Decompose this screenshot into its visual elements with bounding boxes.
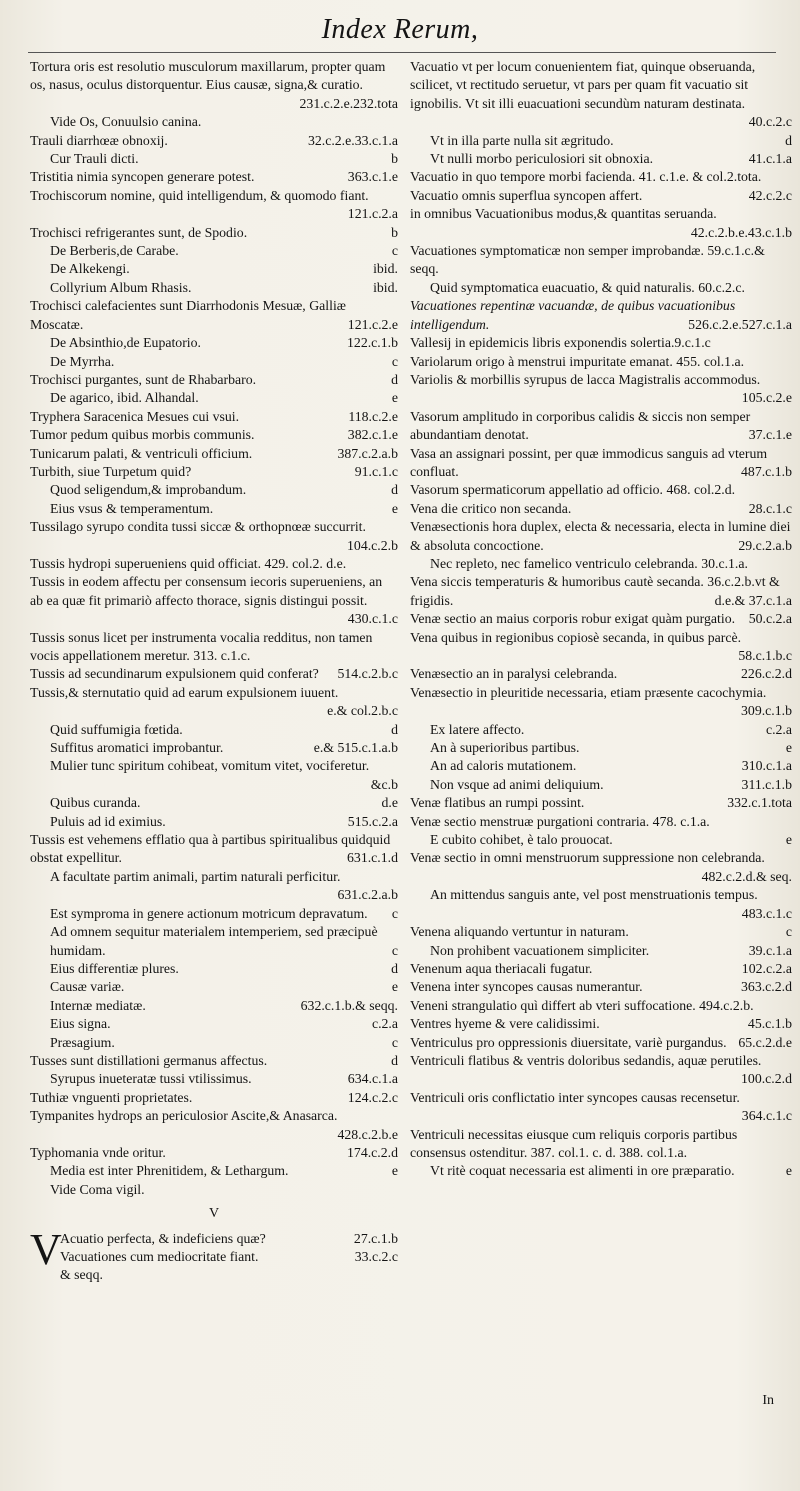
page-reference: 174.c.2.d xyxy=(347,1144,398,1160)
index-entry xyxy=(30,150,398,168)
left-column xyxy=(30,58,398,1285)
entry-text: Venæsectio in pleuritide necessaria, etiam præsente cacochymia. xyxy=(410,684,767,700)
entry-text: Venæsectionis hora duplex, electa & necessaria, electa in lumine diei & absoluta concoctione. xyxy=(410,519,791,553)
entry-text: Tussis hydropi superueniens quid officiat. 429. col.2. d.e. xyxy=(30,555,347,571)
index-entry xyxy=(30,113,398,131)
entry-text: Vacuationes symptomaticæ non semper improbandæ. 59.c.1.c.& seqq. xyxy=(410,243,765,277)
index-entry xyxy=(410,629,792,666)
page-reference: 428.c.2.b.e xyxy=(337,1126,398,1142)
entry-text: Tussis sonus licet per instrumenta vocalia redditus, non tamen vocis appellationem meretur. 313. c.1.c. xyxy=(30,629,373,663)
index-entry xyxy=(410,776,792,794)
index-entry xyxy=(410,684,792,721)
index-entry xyxy=(30,371,398,389)
index-entry xyxy=(410,334,792,352)
entry-text: Puluis ad id eximius. xyxy=(50,813,166,829)
page-reference: d xyxy=(391,371,398,387)
entry-text: Trochisci refrigerantes sunt, de Spodio. xyxy=(30,224,248,240)
page-reference: 487.c.1.b xyxy=(741,463,792,479)
entry-text: Tussis est vehemens efflatio qua à partibus spiritualibus quidquid obstat expellitur. xyxy=(30,832,391,866)
page-reference: 58.c.1.b.c xyxy=(738,648,792,663)
index-entry xyxy=(30,1162,398,1180)
entry-text: Præsagium. xyxy=(50,1034,115,1050)
entry-text: Tusses sunt distillationi germanus affectus. xyxy=(30,1052,268,1068)
page-reference: 231.c.2.e.232.tota xyxy=(299,95,398,111)
entry-text: Vasorum spermaticorum appellatio ad officio. 468. col.2.d. xyxy=(410,482,736,498)
index-entry xyxy=(30,813,398,831)
entry-text: Eius vsus & temperamentum. xyxy=(50,500,214,516)
entry-text: Quid symptomatica euacuatio, & quid naturalis. 60.c.2.c. xyxy=(430,279,745,295)
page-reference: d xyxy=(391,960,398,976)
index-entry xyxy=(410,739,792,757)
page-reference: 526.c.2.e.527.c.1.a xyxy=(688,316,792,332)
entry-text: Non vsque ad animi deliquium. xyxy=(430,776,604,792)
index-entry xyxy=(410,813,792,831)
index-entry xyxy=(30,389,398,407)
entry-text: Vena quibus in regionibus copiosè secanda, in quibus parcè. xyxy=(410,629,742,645)
page-reference: e xyxy=(391,390,398,406)
entry-text: Tussis,& sternutatio quid ad earum expulsionem iuuent. xyxy=(30,684,339,700)
page-reference: 309.c.1.b xyxy=(741,703,792,719)
index-entry xyxy=(410,297,792,334)
index-entry xyxy=(410,1089,792,1126)
index-entry xyxy=(30,1144,398,1162)
page-reference: 226.c.2.d xyxy=(741,666,792,682)
page-reference: 45.c.1.b xyxy=(747,1016,792,1032)
entry-text: Cur Trauli dicti. xyxy=(50,151,139,167)
index-entry xyxy=(30,1034,398,1052)
page-reference: 118.c.2.e xyxy=(348,408,398,424)
entry-text: De Alkekengi. xyxy=(50,261,130,277)
entry-text: Nec repleto, nec famelico ventriculo celebranda. 30.c.1.a. xyxy=(430,555,748,571)
entry-text: Venæ sectio an maius corporis robur exigat quàm purgatio. xyxy=(410,611,736,627)
catchword: In xyxy=(762,1393,774,1408)
entry-text: Causæ variæ. xyxy=(50,979,125,995)
page-reference: d xyxy=(391,482,398,498)
index-entry xyxy=(30,132,398,150)
page-reference: d.e xyxy=(381,795,398,811)
index-entry xyxy=(30,960,398,978)
index-entry xyxy=(30,426,398,444)
index-entry xyxy=(30,923,398,960)
page-reference: 37.c.1.e xyxy=(748,427,792,443)
index-entry xyxy=(410,610,792,628)
index-entry xyxy=(410,353,792,371)
entry-text: Ventres hyeme & vere calidissimi. xyxy=(410,1016,600,1032)
entry-text: Tuthiæ vnguenti proprietates. xyxy=(30,1089,193,1105)
entry-text: Vacuationes cum mediocritate fiant. xyxy=(60,1249,259,1264)
index-entry xyxy=(60,1248,398,1266)
index-entry xyxy=(30,757,398,794)
index-entry xyxy=(410,960,792,978)
index-entry xyxy=(410,132,792,150)
page-reference: 32.c.2.e.33.c.1.a xyxy=(307,132,398,148)
header-rule xyxy=(28,52,776,53)
page-reference: 311.c.1.b xyxy=(741,776,792,792)
page-reference: 387.c.2.a.b xyxy=(337,445,398,461)
page-reference: 102.c.2.a xyxy=(741,960,792,976)
index-entry xyxy=(30,168,398,186)
page-reference: e xyxy=(391,979,398,995)
entry-text: Vallesij in epidemicis libris exponendis solertia.9.c.1.c xyxy=(410,335,711,351)
entry-text: Vt in illa parte nulla sit ægritudo. xyxy=(430,132,614,148)
v-section xyxy=(30,1224,398,1285)
index-entry xyxy=(30,555,398,573)
entry-text: E cubito cohibet, è talo prouocat. xyxy=(430,832,613,848)
entry-text: Acuatio perfecta, & indeficiens quæ? xyxy=(60,1230,266,1246)
index-entry xyxy=(410,555,792,573)
entry-text: Ad omnem sequitur materialem intemperiem, sed præcipuè humidam. xyxy=(50,924,378,958)
index-entry xyxy=(410,794,792,812)
index-entry xyxy=(410,923,792,941)
index-entry xyxy=(30,500,398,518)
entry-text: De Absinthio,de Eupatorio. xyxy=(50,335,201,351)
index-entry xyxy=(410,58,792,132)
page-reference: 482.c.2.d.& seq. xyxy=(701,868,792,884)
page-reference: 28.c.1.c xyxy=(748,500,792,516)
entry-text: Est symproma in genere actionum motricum depravatum. xyxy=(50,905,368,921)
index-entry xyxy=(30,1107,398,1144)
index-entry xyxy=(30,665,398,683)
page-reference: d xyxy=(391,1052,398,1068)
page-reference: 631.c.1.d xyxy=(347,850,398,866)
index-entry xyxy=(30,334,398,352)
page-reference: 65.c.2.d.e xyxy=(738,1034,792,1050)
page-reference: ibid. xyxy=(373,261,398,277)
entry-text: Syrupus inueteratæ tussi vtilissimus. xyxy=(50,1071,252,1087)
index-entry xyxy=(30,463,398,481)
index-entry xyxy=(30,739,398,757)
index-entry xyxy=(410,279,792,297)
page-reference: b xyxy=(391,224,398,240)
entry-text: Trauli diarrhœæ obnoxij. xyxy=(30,132,168,148)
page-reference: d xyxy=(391,721,398,737)
page-reference: 430.c.1.c xyxy=(347,611,398,627)
page-reference: 122.c.1.b xyxy=(347,335,398,351)
entry-text: Ventriculi oris conflictatio inter syncopes causas recensetur. xyxy=(410,1089,740,1105)
entry-text: Trochisci purgantes, sunt de Rhabarbaro. xyxy=(30,371,257,387)
entry-text: Mulier tunc spiritum cohibeat, vomitum vitet, vociferetur. xyxy=(50,758,370,774)
entry-text: De agarico, ibid. Alhandal. xyxy=(50,390,199,406)
page-reference: 121.c.2.e xyxy=(347,316,398,332)
index-entry xyxy=(410,481,792,499)
entry-text: Vasa an assignari possint, per quæ immodicus sanguis ad vterum confluat. xyxy=(410,445,768,479)
page-reference: 39.c.1.a xyxy=(748,942,792,958)
entry-text: Vide Coma vigil. xyxy=(50,1181,145,1197)
entry-text: Non prohibent vacuationem simpliciter. xyxy=(430,942,650,958)
entry-text: Venæ flatibus an rumpi possint. xyxy=(410,795,585,811)
page-reference: e xyxy=(785,832,792,848)
drop-cap: V xyxy=(30,1224,62,1274)
page-reference: 42.c.2.b.e.43.c.1.b xyxy=(690,224,792,240)
index-entry xyxy=(30,573,398,628)
entry-text: Eius signa. xyxy=(50,1016,111,1032)
entry-text: Tussis in eodem affectu per consensum iecoris superueniens, an ab ea quæ fit primariò affecto thorace, signis distingui possit. xyxy=(30,574,383,608)
page-reference: 631.c.2.a.b xyxy=(337,887,398,903)
entry-text: Tympanites hydrops an periculosior Ascite,& Anasarca. xyxy=(30,1108,338,1124)
page-reference: c.2.a xyxy=(371,1016,398,1032)
page-reference: 41.c.1.a xyxy=(748,151,792,167)
entry-text: Veneni strangulatio quì differt ab vteri suffocatione. 494.c.2.b. xyxy=(410,997,754,1013)
entry-text: in omnibus Vacuationibus modus,& quantitas seruanda. xyxy=(410,206,717,222)
index-entry xyxy=(30,224,398,242)
page-reference: 634.c.1.a xyxy=(347,1071,398,1087)
entry-text: Variolarum origo à menstrui impuritate emanat. 455. col.1.a. xyxy=(410,353,745,369)
index-entry xyxy=(410,371,792,408)
index-entry xyxy=(30,794,398,812)
index-entry xyxy=(30,629,398,666)
index-entry xyxy=(30,518,398,555)
index-entry xyxy=(30,1181,398,1199)
index-entry xyxy=(410,205,792,242)
index-entry xyxy=(30,905,398,923)
right-column xyxy=(410,58,792,1181)
index-entry xyxy=(410,573,792,610)
entry-text: Suffitus aromatici improbantur. xyxy=(50,740,224,756)
index-entry xyxy=(410,518,792,555)
entry-text: Turbith, siue Turpetum quid? xyxy=(30,463,192,479)
entry-text: Trochiscorum nomine, quid intelligendum, & quomodo fiant. xyxy=(30,187,369,203)
entry-text: Variolis & morbillis syrupus de lacca Magistralis accommodus. xyxy=(410,371,761,387)
entry-text: Venena inter syncopes causas numerantur. xyxy=(410,979,643,995)
page-reference: 632.c.1.b.& seqq. xyxy=(300,997,398,1013)
index-entry xyxy=(410,150,792,168)
page-reference: 100.c.2.d xyxy=(741,1071,792,1087)
entry-text: Venenum aqua theriacali fugatur. xyxy=(410,960,593,976)
page-reference: 382.c.1.e xyxy=(347,427,398,443)
entry-text: Vacuatio vt per locum conuenientem fiat, quinque obseruanda, scilicet, vt rectitudo seruetur, vt pars per quam fit vacuatio sit ignobilis. Vt sit illi euacuationi secundùm naturam destinata. xyxy=(410,59,756,111)
page-reference: e.& 515.c.1.a.b xyxy=(313,740,398,756)
page-reference: 363.c.1.e xyxy=(347,169,398,185)
index-entry xyxy=(30,242,398,260)
entry-text: Tryphera Saracenica Mesues cui vsui. xyxy=(30,408,240,424)
page-reference: 332.c.1.tota xyxy=(727,795,792,811)
entry-text: Ventriculus pro oppressionis diuersitate, variè purgandus. xyxy=(410,1034,727,1050)
page-reference: 363.c.2.d xyxy=(741,979,792,995)
entry-text: Vt nulli morbo periculosiori sit obnoxia. xyxy=(430,151,654,167)
index-entry xyxy=(410,187,792,205)
page-reference: 42.c.2.c xyxy=(748,187,792,203)
index-entry xyxy=(410,831,792,849)
entry-text: Venæ sectio menstruæ purgationi contraria. 478. c.1.a. xyxy=(410,813,710,829)
page-reference: 483.c.1.c xyxy=(741,905,792,921)
page-reference: d.e.& 37.c.1.a xyxy=(714,592,792,608)
page-reference: e xyxy=(391,500,398,516)
index-entry xyxy=(410,1034,792,1052)
index-entry xyxy=(30,445,398,463)
index-entry xyxy=(30,297,398,334)
page-reference: 27.c.1.b xyxy=(353,1230,398,1246)
index-entry xyxy=(410,500,792,518)
entry-text: Tristitia nimia syncopen generare potest. xyxy=(30,169,255,185)
entry-text: Tumor pedum quibus morbis communis. xyxy=(30,427,255,443)
index-entry xyxy=(410,886,792,923)
entry-text: Vacuationes repentinæ vacuandæ, de quibus vacuationibus intelligendum. xyxy=(410,298,736,332)
index-entry xyxy=(30,721,398,739)
entry-text: Internæ mediatæ. xyxy=(50,997,146,1013)
entry-text: Vt ritè coquat necessaria est alimenti in ore præparatio. xyxy=(430,1163,735,1179)
page-reference: 40.c.2.c xyxy=(748,114,792,130)
index-entry xyxy=(30,260,398,278)
entry-text: Ventriculi flatibus & ventris doloribus sedandis, aquæ perutiles. xyxy=(410,1052,762,1068)
entry-text: Ex latere affecto. xyxy=(430,721,525,737)
page-reference: 29.c.2.a.b xyxy=(738,537,792,553)
index-entry xyxy=(30,978,398,996)
page-reference: c xyxy=(785,924,792,940)
index-entry xyxy=(30,58,398,113)
entry-text: Tussilago syrupo condita tussi siccæ & orthopnœæ succurrit. xyxy=(30,519,366,535)
entry-text: De Myrrha. xyxy=(50,353,115,369)
index-entry xyxy=(30,353,398,371)
index-entry xyxy=(60,1266,398,1284)
index-entry xyxy=(410,721,792,739)
entry-text: De Berberis,de Carabe. xyxy=(50,243,179,259)
index-entry xyxy=(30,481,398,499)
entry-text: Vide Os, Conuulsio canina. xyxy=(50,114,202,130)
index-entry xyxy=(410,978,792,996)
page-reference: e xyxy=(785,1163,792,1179)
entry-text: A facultate partim animali, partim naturali perficitur. xyxy=(50,868,341,884)
entry-text: Eius differentiæ plures. xyxy=(50,960,179,976)
entry-text: Vena die critico non secanda. xyxy=(410,500,572,516)
entry-text: Vena siccis temperaturis & humoribus cautè secanda. 36.c.2.b.vt & frigidis. xyxy=(410,574,780,608)
index-entry xyxy=(30,1070,398,1088)
entry-text: Trochisci calefacientes sunt Diarrhodonis Mesuæ, Galliæ Moscatæ. xyxy=(30,298,346,332)
entry-text: Tunicarum palati, & ventriculi officium. xyxy=(30,445,253,461)
page-reference: 310.c.1.a xyxy=(741,758,792,774)
index-entry xyxy=(410,997,792,1015)
index-entry xyxy=(410,1015,792,1033)
page-reference: 105.c.2.e xyxy=(741,390,792,406)
entry-text: Ventriculi necessitas eiusque cum reliquis corporis partibus consensus ostenditur. 387. col.1. c. d. 388. col.1.a. xyxy=(410,1126,738,1160)
index-entry xyxy=(30,684,398,721)
index-entry xyxy=(30,831,398,868)
entry-text: Typhomania vnde oritur. xyxy=(30,1144,166,1160)
entry-text: An ad caloris mutationem. xyxy=(430,758,577,774)
index-entry xyxy=(30,408,398,426)
index-entry xyxy=(410,942,792,960)
page-reference: c xyxy=(391,1034,398,1050)
page-reference: d xyxy=(785,132,792,148)
entry-text: Tussis ad secundinarum expulsionem quid conferat? xyxy=(30,666,319,682)
page-reference: c xyxy=(391,905,398,921)
entry-text: Venæsectio an in paralysi celebranda. xyxy=(410,666,618,682)
page-reference: 91.c.1.c xyxy=(354,463,398,479)
entry-text: Tortura oris est resolutio musculorum maxillarum, propter quam os, nasus, oculus distorquentur. Eius causæ, signa,& curatio. xyxy=(30,59,386,93)
entry-text: Vasorum amplitudo in corporibus calidis & siccis non semper abundantiam denotat. xyxy=(410,408,751,443)
entry-text: Quid suffumigia fœtida. xyxy=(50,721,183,737)
page-reference: 33.c.2.c xyxy=(354,1249,398,1264)
page-reference: 124.c.2.c xyxy=(347,1089,398,1105)
entry-text: Vacuatio omnis superflua syncopen affert. xyxy=(410,187,643,203)
index-entry xyxy=(410,445,792,482)
index-entry xyxy=(410,1052,792,1089)
entry-text: Media est inter Phrenitidem, & Lethargum. xyxy=(50,1163,289,1179)
entry-text: Quod seligendum,& improbandum. xyxy=(50,482,247,498)
page-reference: c.2.a xyxy=(765,721,792,737)
index-entry xyxy=(410,168,792,186)
page-reference: c xyxy=(391,353,398,369)
page-reference: e xyxy=(391,1163,398,1179)
index-entry xyxy=(410,1126,792,1163)
entry-text: Venena aliquando vertuntur in naturam. xyxy=(410,924,629,940)
index-entry xyxy=(60,1230,398,1248)
index-entry xyxy=(410,665,792,683)
page-reference: 121.c.2.a xyxy=(347,206,398,222)
index-entry xyxy=(30,279,398,297)
page-reference: b xyxy=(391,151,398,167)
entry-text: Collyrium Album Rhasis. xyxy=(50,279,192,295)
index-entry xyxy=(410,408,792,445)
page-reference: 364.c.1.c xyxy=(741,1108,792,1124)
page-reference: e.& col.2.b.c xyxy=(327,703,398,719)
index-entry xyxy=(410,1162,792,1180)
page-reference: ibid. xyxy=(373,279,398,295)
page-reference: c xyxy=(391,243,398,259)
index-entry xyxy=(30,1089,398,1107)
index-entry xyxy=(30,1015,398,1033)
page-reference: 50.c.2.a xyxy=(748,611,792,627)
index-entry xyxy=(30,997,398,1015)
index-entry xyxy=(410,757,792,775)
index-entry xyxy=(30,868,398,905)
page-title: Index Rerum, xyxy=(321,14,479,45)
page-reference: 104.c.2.b xyxy=(347,537,398,553)
page-reference: 515.c.2.a xyxy=(347,813,398,829)
index-entry xyxy=(410,849,792,886)
entry-text: & seqq. xyxy=(60,1267,103,1283)
page-reference: &c.b xyxy=(370,776,398,792)
entry-text: Vacuatio in quo tempore morbi facienda. 41. c.1.e. & col.2.tota. xyxy=(410,169,762,185)
page-reference: e xyxy=(785,740,792,756)
index-entry xyxy=(410,242,792,279)
section-letter-heading: V xyxy=(208,1206,220,1222)
entry-text: An à superioribus partibus. xyxy=(430,740,580,756)
index-entry xyxy=(30,1052,398,1070)
entry-text: Quibus curanda. xyxy=(50,795,141,811)
page-reference: 514.c.2.b.c xyxy=(337,666,398,682)
entry-text: Venæ sectio in omni menstruorum suppressione non celebranda. xyxy=(410,850,765,866)
page-reference: c xyxy=(391,942,398,958)
entry-text: An mittendus sanguis ante, vel post menstruationis tempus. xyxy=(430,887,758,903)
index-entry xyxy=(30,187,398,224)
